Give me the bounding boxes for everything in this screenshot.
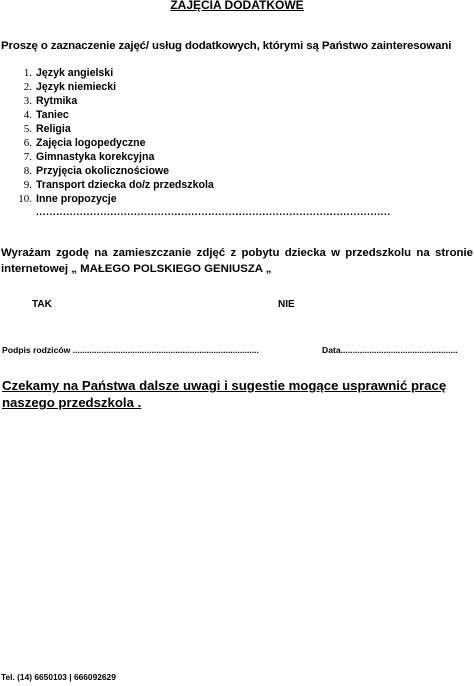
list-number: 6. <box>23 137 32 149</box>
consent-no-option[interactable]: NIE <box>278 299 295 310</box>
options-list <box>16 66 214 206</box>
option-label: Gimnastyka korekcyjna <box>36 151 155 163</box>
contact-footer: Tel. (14) 6650103 | 666092629 <box>1 672 116 682</box>
photo-consent-text: Wyrażam zgodę na zamieszczanie zdjęć z pobytu dziecka w przedszkolu na stronie internetowej „ MAŁEGO POLSKIEGO GENIUSZA „ <box>1 247 473 275</box>
intro-text: Proszę o zaznaczenie zajęć/ usług dodatkowych, którymi są Państwo zainteresowani <box>1 40 452 52</box>
list-number: 9. <box>23 179 32 191</box>
list-number: 7. <box>23 151 32 163</box>
consent-yes-option[interactable]: TAK <box>32 299 52 310</box>
list-number: 4. <box>23 109 32 121</box>
option-label: Rytmika <box>36 95 78 107</box>
option-label: Transport dziecka do/z przedszkola <box>36 179 214 191</box>
page-title: ZAJĘCIA DODATKOWE <box>170 0 304 12</box>
list-number: 2. <box>23 81 32 93</box>
option-label: Zajęcia logopedyczne <box>36 137 146 149</box>
option-label: Język angielski <box>36 67 114 79</box>
list-item <box>16 178 214 192</box>
feedback-request-text: Czekamy na Państwa dalsze uwagi i sugestie mogące usprawnić pracę naszego przedszkola . <box>2 378 447 410</box>
other-proposals-field[interactable]: ......................................................................................................... <box>36 207 391 218</box>
option-label: Inne propozycje <box>36 193 117 205</box>
list-item <box>16 150 214 164</box>
list-item <box>16 122 214 136</box>
list-item <box>16 164 214 178</box>
list-item <box>16 136 214 150</box>
date-field[interactable]: Data................................................. <box>322 345 458 355</box>
option-label: Taniec <box>36 109 69 121</box>
list-item <box>16 94 214 108</box>
option-label: Język niemiecki <box>36 81 117 93</box>
list-item <box>16 108 214 122</box>
option-label: Przyjęcia okolicznościowe <box>36 165 170 177</box>
list-item <box>16 192 214 206</box>
list-number: 3. <box>23 95 32 107</box>
list-number: 1. <box>23 67 32 79</box>
list-number: 10. <box>18 193 32 205</box>
list-item <box>16 66 214 80</box>
parent-signature-field[interactable]: Podpis rodziców .............................................................................. <box>2 345 259 355</box>
list-number: 8. <box>23 165 32 177</box>
list-item <box>16 80 214 94</box>
list-number: 5. <box>23 123 32 135</box>
option-label: Religia <box>36 123 71 135</box>
